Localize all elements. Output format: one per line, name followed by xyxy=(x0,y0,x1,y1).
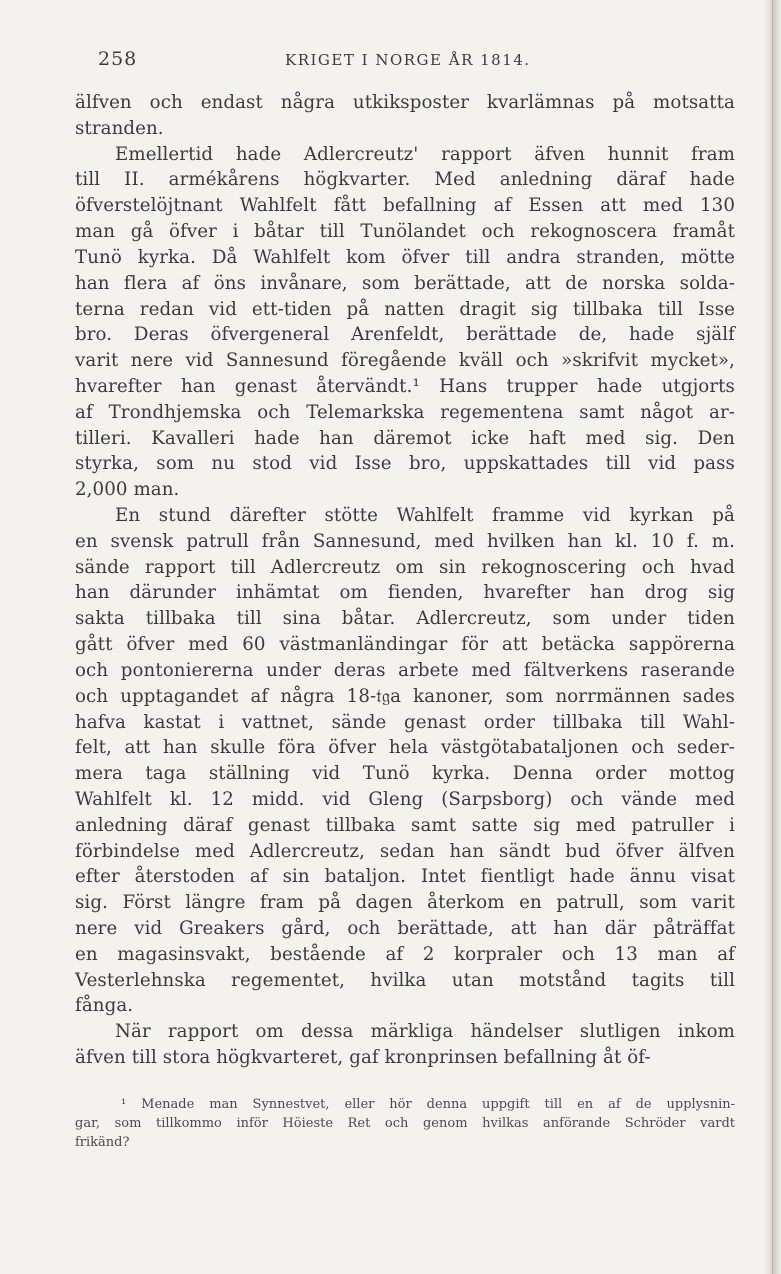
body-text xyxy=(75,90,735,1071)
footnote-line: ¹ Menade man Synnestvet, eller hör denna uppgift till en af de upplysnin- xyxy=(121,1097,735,1112)
text-line: han därunder inhämtat om fienden, hvarefter han drog sig xyxy=(75,582,735,604)
text-line: varit nere vid Sannesund föregående kväll och »skrifvit mycket», xyxy=(75,350,735,372)
running-head: KRIGET I NORGE ÅR 1814. xyxy=(285,51,531,69)
text-line: äfven till stora högkvarteret, gaf kronprinsen befallning åt öf- xyxy=(75,1047,651,1069)
text-line: och pontoniererna under deras arbete med fältverkens raserande xyxy=(75,659,735,681)
text-line: felt, att han skulle föra öfver hela västgötabataljonen och seder- xyxy=(75,737,735,759)
text-line: af Trondhjemska och Telemarkska regementena samt något ar- xyxy=(75,401,735,423)
text-line: hafva kastat i vattnet, sände genast order tillbaka till Wahl- xyxy=(75,711,735,733)
text-line: Vesterlehnska regementet, hvilka utan motstånd tagits till xyxy=(75,969,735,991)
text-line: När rapport om dessa märkliga händelser slutligen inkom xyxy=(115,1021,735,1043)
text-line: efter återstoden af sin bataljon. Intet fientligt hade ännu visat xyxy=(75,866,735,888)
page-number: 258 xyxy=(98,48,138,70)
text-line: stranden. xyxy=(75,117,164,139)
text-line: och upptagandet af några 18-𝔱𝔤a kanoner, som norrmännen sades xyxy=(75,685,735,707)
text-line: till II. armékårens högkvarter. Med anledning däraf hade xyxy=(75,169,735,191)
text-line: tilleri. Kavalleri hade han däremot icke haft med sig. Den xyxy=(75,427,735,449)
text-line: terna redan vid ett-tiden på natten dragit sig tillbaka till Isse xyxy=(75,298,735,320)
text-line: en svensk patrull från Sannesund, med hvilken han kl. 10 f. m. xyxy=(75,530,735,552)
text-line: han flera af öns invånare, som berättade, att de norska solda- xyxy=(75,272,735,294)
text-line: sände rapport till Adlercreutz om sin rekognoscering och hvad xyxy=(75,556,735,578)
text-line: Wahlfelt kl. 12 midd. vid Gleng (Sarpsborg) och vände med xyxy=(75,788,735,810)
text-line: 2,000 man. xyxy=(75,479,180,501)
text-line: öfverstelöjtnant Wahlfelt fått befallning af Essen att med 130 xyxy=(75,195,735,217)
text-line: älfven och endast några utkiksposter kvarlämnas på motsatta xyxy=(75,92,735,113)
text-line: sig. Först längre fram på dagen återkom en patrull, som varit xyxy=(75,892,735,914)
text-line: Tunö kyrka. Då Wahlfelt kom öfver till andra stranden, mötte xyxy=(75,246,735,268)
text-line: gått öfver med 60 västmanländingar för att betäcka sappörerna xyxy=(75,634,735,656)
text-line: mera taga ställning vid Tunö kyrka. Denna order mottog xyxy=(75,763,735,785)
text-line: bro. Deras öfvergeneral Arenfeldt, berättade de, hade själf xyxy=(75,324,735,346)
text-line: Emellertid hade Adlercreutz' rapport äfven hunnit fram xyxy=(115,143,735,165)
text-line: En stund därefter stötte Wahlfelt framme vid kyrkan på xyxy=(115,505,735,526)
text-line: anledning däraf genast tillbaka samt satte sig med patruller i xyxy=(75,814,735,836)
page-header xyxy=(98,48,718,74)
text-line: en magasinsvakt, bestående af 2 korpraler och 13 man af xyxy=(75,943,735,965)
text-line: förbindelse med Adlercreutz, sedan han sändt bud öfver älfven xyxy=(75,840,735,862)
text-line: sakta tillbaka till sina båtar. Adlercreutz, som under tiden xyxy=(75,608,735,630)
footnote-line: frikänd? xyxy=(75,1135,130,1150)
text-line: styrka, som nu stod vid Isse bro, uppskattades till vid pass xyxy=(75,453,735,475)
text-line: fånga. xyxy=(75,995,134,1017)
text-line: nere vid Greakers gård, och berättade, att han där påträffat xyxy=(75,918,735,939)
text-line: hvarefter han genast återvändt.¹ Hans trupper hade utgjorts xyxy=(75,375,735,397)
page-edge-line xyxy=(772,0,773,1274)
text-line: man gå öfver i båtar till Tunölandet och rekognoscera framåt xyxy=(75,221,735,243)
footnote-line: gar, som tillkommo inför Höieste Ret och genom hvilkas anförande Schröder vardt xyxy=(75,1116,735,1131)
footnotes xyxy=(75,1095,735,1152)
